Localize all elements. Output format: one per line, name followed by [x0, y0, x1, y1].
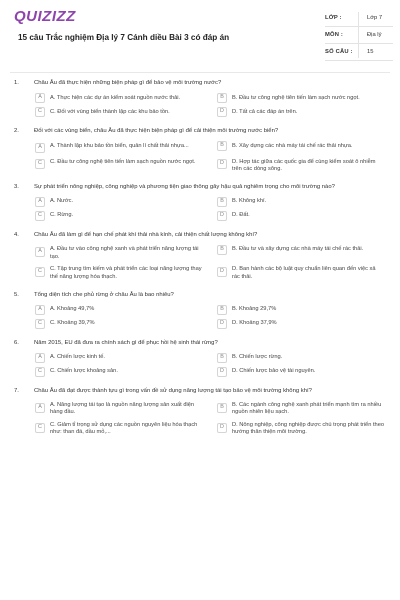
question-text: Đối với các vùng biển, châu Âu đã thực hiện biện pháp gì để cải thiện môi trường nước biển?	[34, 128, 279, 134]
question-text: Sự phát triển nông nghiệp, công nghiệp và phương tiện giao thông gây hậu quả nghiêm trọng cho môi trường nào?	[34, 183, 335, 190]
option-text: D. Khoảng 37,9%	[232, 320, 277, 327]
answer-option-b[interactable]	[217, 197, 385, 207]
meta-row-grade	[325, 10, 393, 27]
worksheet-header	[0, 0, 400, 70]
option-text: B. Đầu tư và xây dựng các nhà máy tái chế rác thải.	[232, 246, 364, 253]
option-text: A. Thành lập khu bảo tồn biển, quản lí chất thải nhựa...	[50, 142, 189, 149]
answer-option-d[interactable]	[217, 421, 385, 437]
answer-option-a[interactable]	[35, 197, 203, 207]
meta-key: MÔN :	[325, 32, 344, 38]
meta-key: LỚP :	[325, 15, 342, 21]
option-text: B. Các ngành công nghệ xanh phát triển mạnh tìm ra nhiều nguồn nhiên liệu sạch.	[232, 402, 382, 416]
answer-options	[35, 401, 390, 437]
answer-option-a[interactable]	[35, 141, 203, 153]
option-letter-box[interactable]: A	[35, 305, 45, 315]
option-text: A. Nước.	[50, 198, 74, 205]
answer-options	[35, 245, 390, 281]
option-letter-box[interactable]: A	[35, 247, 45, 257]
question-number: 2.	[14, 128, 19, 134]
option-letter-box[interactable]: C	[35, 159, 45, 169]
answer-options	[35, 93, 390, 117]
question-header	[14, 339, 390, 347]
question-item	[0, 291, 400, 329]
option-text: D. Hợp tác giữa các quốc gia để cùng kiểm soát ô nhiễm trên các dòng sông.	[232, 158, 376, 172]
option-letter-box[interactable]: C	[35, 267, 45, 277]
option-text: D. Đất.	[232, 212, 250, 219]
meta-value: Địa lý	[367, 32, 382, 38]
option-text: B. Xây dựng các nhà máy tái chế rác thải nhựa.	[232, 142, 353, 149]
option-letter-box[interactable]: B	[217, 93, 227, 103]
option-letter-box[interactable]: A	[35, 143, 45, 153]
option-letter-box[interactable]: D	[217, 267, 227, 277]
question-text: Năm 2015, EU đã đưa ra chính sách gì để phục hồi hệ sinh thái rừng?	[34, 339, 218, 346]
answer-option-c[interactable]	[35, 367, 203, 377]
option-letter-box[interactable]: D	[217, 423, 227, 433]
option-letter-box[interactable]: B	[217, 245, 227, 255]
question-header	[14, 183, 390, 191]
question-item	[0, 79, 400, 117]
option-letter-box[interactable]: B	[217, 403, 227, 413]
option-text: B. Không khí.	[232, 198, 267, 205]
answer-option-b[interactable]	[217, 245, 385, 261]
option-text: B. Khoảng 29,7%	[232, 306, 277, 313]
option-letter-box[interactable]: C	[35, 319, 45, 329]
question-number: 7.	[14, 387, 19, 394]
option-text: C. Tập trung tìm kiếm và phát triển các loại năng lượng thay thế năng lượng hóa thạch.	[50, 266, 202, 280]
option-letter-box[interactable]: D	[217, 211, 227, 221]
answer-option-b[interactable]	[217, 141, 385, 153]
answer-option-c[interactable]	[35, 319, 203, 329]
question-header	[14, 231, 390, 239]
answer-options	[35, 305, 390, 329]
option-text: A. Thực hiện các dự án kiểm soát nguồn nước thải.	[50, 94, 181, 101]
option-letter-box[interactable]: D	[217, 107, 227, 117]
option-text: B. Chiến lược rừng.	[232, 354, 283, 361]
option-text: C. Đầu tư công nghệ tiên tiến làm sạch nguồn nước ngọt.	[50, 158, 196, 165]
answer-option-c[interactable]	[35, 211, 203, 221]
answer-option-d[interactable]	[217, 211, 385, 221]
question-text: Tổng diện tích che phủ rừng ở châu Âu là bao nhiêu?	[34, 291, 174, 298]
option-text: C. Giảm tỉ trọng sử dụng các nguồn nguyên liệu hóa thạch như: than đá, dầu mỏ,...	[50, 422, 198, 436]
option-text: C. Chiến lược khoảng sản.	[50, 368, 118, 375]
answer-options	[35, 197, 390, 221]
question-header	[14, 79, 390, 87]
question-text: Châu Âu đã làm gì để hạn chế phát khí thải nhà kính, cải thiện chất lượng không khí?	[34, 231, 258, 238]
question-item	[0, 231, 400, 281]
answer-option-a[interactable]	[35, 401, 203, 417]
option-text: D. Ban hành các bộ luật quy chuẩn liên quan đến việc xả rác thải.	[232, 266, 376, 280]
option-text: D. Tất cả các đáp án trên.	[232, 108, 298, 115]
answer-options	[35, 353, 390, 377]
answer-option-b[interactable]	[217, 401, 385, 417]
option-letter-box[interactable]: B	[217, 141, 227, 151]
answer-option-d[interactable]	[217, 367, 385, 377]
question-item	[0, 127, 400, 173]
option-letter-box[interactable]: B	[217, 197, 227, 207]
header-divider	[10, 72, 390, 73]
answer-option-b[interactable]	[217, 305, 385, 315]
meta-key: SỐ CÂU :	[325, 49, 353, 55]
option-text: B. Đầu tư công nghệ tiên tiến làm sạch nước ngọt.	[232, 94, 360, 101]
answer-option-d[interactable]	[217, 157, 385, 173]
question-number: 6.	[14, 339, 19, 346]
option-letter-box[interactable]: B	[217, 353, 227, 363]
answer-option-d[interactable]	[217, 265, 385, 281]
answer-option-a[interactable]	[35, 245, 203, 261]
question-number: 4.	[14, 231, 19, 238]
question-text: Châu Âu đã thực hiện những biện pháp gì để bảo vệ môi trường nước?	[34, 80, 222, 86]
answer-options	[35, 141, 390, 173]
worksheet-meta	[325, 10, 393, 61]
option-letter-box[interactable]: D	[217, 367, 227, 377]
meta-divider	[358, 12, 359, 58]
option-text: C. Khoảng 39,7%	[50, 320, 95, 327]
page-title: 15 câu Trắc nghiệm Địa lý 7 Cánh diều Bài 3 có đáp án	[18, 33, 230, 42]
meta-value: 15	[367, 49, 374, 55]
option-text: A. Chiến lược kinh tế.	[50, 354, 105, 361]
question-number: 3.	[14, 183, 19, 190]
answer-option-c[interactable]	[35, 157, 203, 173]
answer-option-d[interactable]	[217, 319, 385, 329]
question-header	[14, 127, 390, 135]
meta-row-count	[325, 44, 393, 61]
answer-option-c[interactable]	[35, 265, 203, 281]
question-text: Châu Âu đã đạt được thành tựu gì trong vấn đề sử dụng năng lượng tái tạo bảo vệ môi trường không khí?	[34, 387, 312, 394]
option-letter-box[interactable]: A	[35, 403, 45, 413]
question-list	[0, 79, 400, 447]
meta-value: Lớp 7	[367, 15, 383, 21]
option-letter-box[interactable]: C	[35, 211, 45, 221]
option-text: A. Năng lượng tái tạo là nguồn năng lượng sản xuất điện hàng đầu.	[50, 402, 195, 416]
option-letter-box[interactable]: A	[35, 93, 45, 103]
question-header	[14, 387, 390, 395]
answer-option-a[interactable]	[35, 93, 203, 103]
option-letter-box[interactable]: D	[217, 159, 227, 169]
answer-option-c[interactable]	[35, 421, 203, 437]
answer-option-b[interactable]	[217, 93, 385, 103]
option-letter-box[interactable]: C	[35, 107, 45, 117]
option-text: C. Đối với vùng biển thành lập các khu bảo tồn.	[50, 108, 170, 115]
answer-option-c[interactable]	[35, 107, 203, 117]
option-letter-box[interactable]: A	[35, 353, 45, 363]
option-letter-box[interactable]: D	[217, 319, 227, 329]
option-letter-box[interactable]: C	[35, 423, 45, 433]
question-number: 5.	[14, 291, 19, 298]
option-text: D. Chiến lược bảo vệ tài nguyên.	[232, 368, 316, 375]
option-text: A. Đầu tư vào công nghệ xanh và phát triển năng lượng tái tạo.	[50, 246, 199, 260]
answer-option-b[interactable]	[217, 353, 385, 363]
option-letter-box[interactable]: C	[35, 367, 45, 377]
meta-row-subject	[325, 27, 393, 44]
question-item	[0, 183, 400, 221]
option-text: C. Rừng.	[50, 212, 74, 219]
question-header	[14, 291, 390, 299]
question-number: 1.	[14, 80, 19, 86]
question-item	[0, 387, 400, 437]
answer-option-a[interactable]	[35, 305, 203, 315]
option-text: A. Khoảng 49,7%	[50, 306, 95, 313]
answer-option-a[interactable]	[35, 353, 203, 363]
option-text: D. Nông nghiệp, công nghiệp được chú trọng phát triển theo hướng thân thiện môi trường.	[232, 422, 385, 436]
quizizz-logo: QUIZIZZ	[14, 8, 76, 25]
option-letter-box[interactable]: B	[217, 305, 227, 315]
answer-option-d[interactable]	[217, 107, 385, 117]
option-letter-box[interactable]: A	[35, 197, 45, 207]
question-item	[0, 339, 400, 377]
